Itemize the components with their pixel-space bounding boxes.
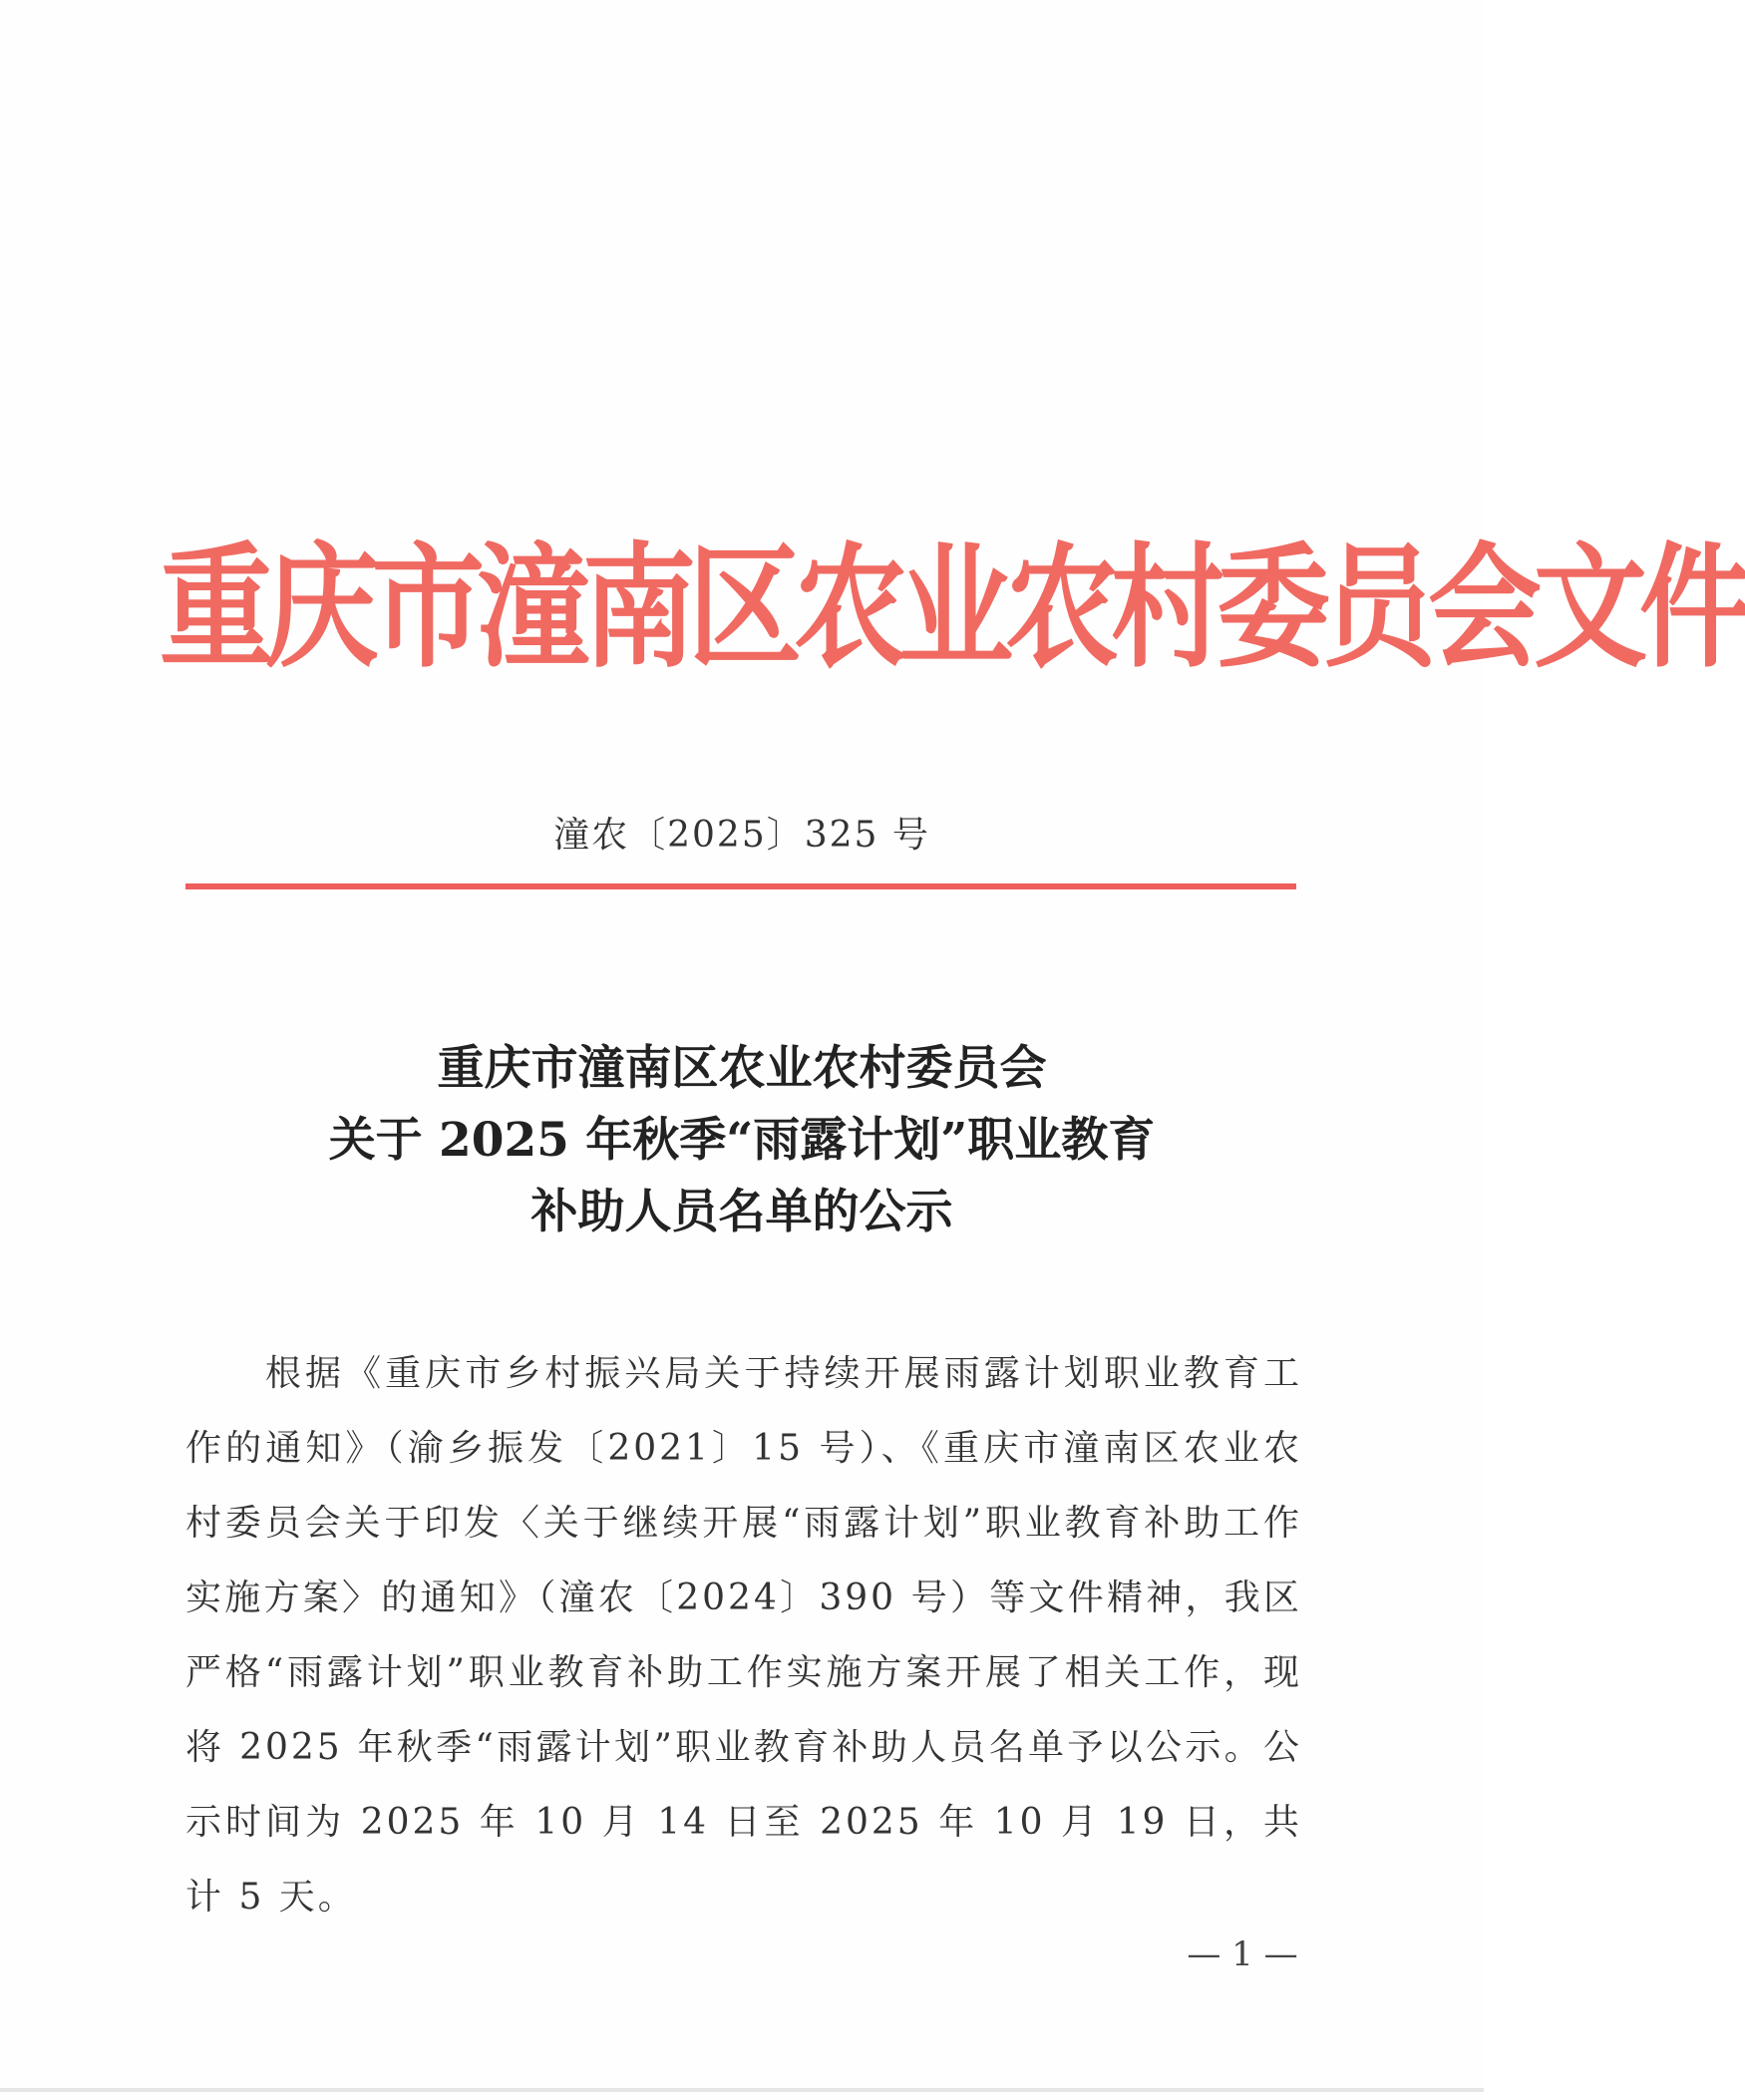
scan-border-line <box>0 2088 1484 2092</box>
page-number: — 1 — <box>1187 1934 1298 1974</box>
notice-body-paragraph: 根据《重庆市乡村振兴局关于持续开展雨露计划职业教育工作的通知》（渝乡振发〔2021〕15 号）、《重庆市潼南区农业农村委员会关于印发〈关于继续开展“雨露计划”职业教育补助工作实施方案〉的通知》（潼农〔2024〕390 号）等文件精神，我区严格“雨露计划”职业教育补助工作实施方案开展了相关工作，现将 2025 年秋季“雨露计划”职业教育补助人员名单予以公示。公示时间为 2025 年 10 月 14 日至 2025 年 10 月 19 日，共计 5 天。 <box>185 1353 1302 1918</box>
notice-body <box>185 1336 1302 1934</box>
red-separator-line <box>185 883 1296 889</box>
notice-title-line-2: 关于 2025 年秋季“雨露计划”职业教育 <box>328 1113 1156 1168</box>
document-number: 潼农〔2025〕325 号 <box>553 815 930 856</box>
red-masthead: 重庆市潼南区农业农村委员会文件 <box>160 528 1745 686</box>
notice-title-line-3: 补助人员名单的公示 <box>530 1185 953 1239</box>
notice-title <box>179 1033 1304 1248</box>
notice-title-line-1: 重庆市潼南区农业农村委员会 <box>437 1041 1047 1096</box>
